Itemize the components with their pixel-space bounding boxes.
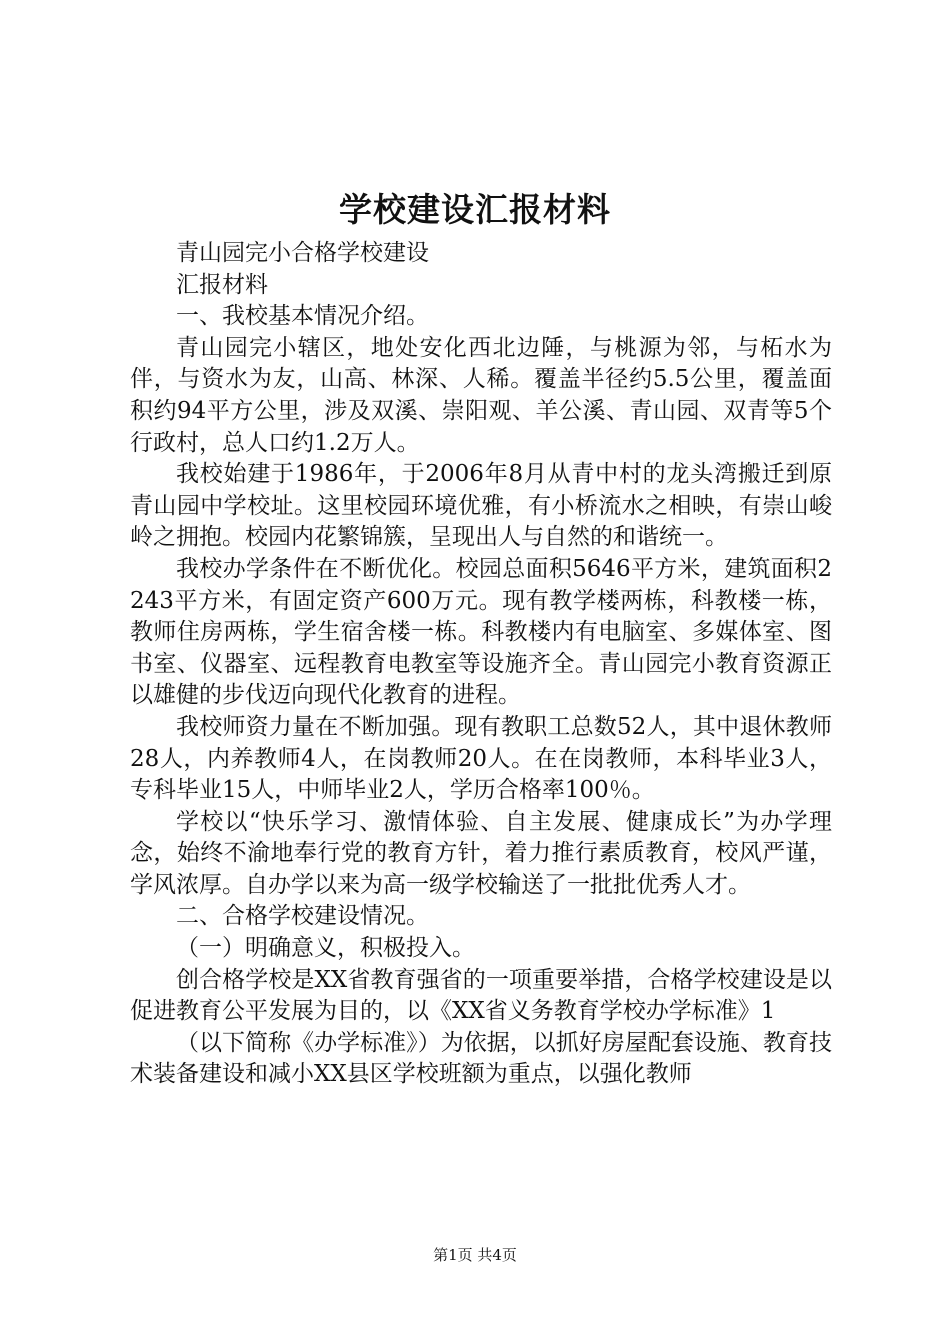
paragraph: （以下简称《办学标准》）为依据，以抓好房屋配套设施、教育技术装备建设和减小XX县区学校班额为重点，以强化教师 [130,1029,832,1088]
paragraph: 青山园完小辖区，地处安化西北边陲，与桃源为邻，与柘水为伴，与资水为友，山高、林深、人稀。覆盖半径约5.5公里，覆盖面积约94平方公里，涉及双溪、崇阳观、羊公溪、青山园、双青等5个行政村，总人口约1.2万人。 [130,334,832,456]
document-title: 学校建设汇报材料 [339,190,611,229]
document-body [130,238,832,1091]
section-heading-1: 一、我校基本情况介绍。 [176,303,429,330]
paragraph: 创合格学校是XX省教育强省的一项重要举措，合格学校建设是以促进教育公平发展为目的，以《XX省义务教育学校办学标准》1 [130,966,832,1025]
paragraph: 学校以“快乐学习、激情体验、自主发展、健康成长”为办学理念，始终不渝地奉行党的教育方针，着力推行素质教育，校风严谨，学风浓厚。自办学以来为高一级学校输送了一批批优秀人才。 [130,808,832,898]
paragraph: 我校办学条件在不断优化。校园总面积5646平方米，建筑面积2243平方米，有固定资产600万元。现有教学楼两栋，科教楼一栋，教师住房两栋，学生宿舍楼一栋。科教楼内有电脑室、多媒体室、图书室、仪器室、远程教育电教室等设施齐全。青山园完小教育资源正以雄健的步伐迈向现代化教育的进程。 [130,555,832,709]
section-heading-2: 二、合格学校建设情况。 [176,903,429,930]
paragraph: 我校师资力量在不断加强。现有教职工总数52人，其中退休教师28人，内养教师4人，在岗教师20人。在在岗教师，本科毕业3人，专科毕业15人，中师毕业2人，学历合格率100％。 [130,713,832,804]
paragraph-subtitle-2: 汇报材料 [176,271,268,298]
page-footer: 第1页 共4页 [433,1246,517,1264]
subsection-heading: （一）明确意义，积极投入。 [176,935,475,962]
paragraph-subtitle-1: 青山园完小合格学校建设 [176,240,429,266]
paragraph: 我校始建于1986年，于2006年8月从青中村的龙头湾搬迁到原青山园中学校址。这里校园环境优雅，有小桥流水之相映，有崇山峻岭之拥抱。校园内花繁锦簇，呈现出人与自然的和谐统一。 [130,461,832,551]
